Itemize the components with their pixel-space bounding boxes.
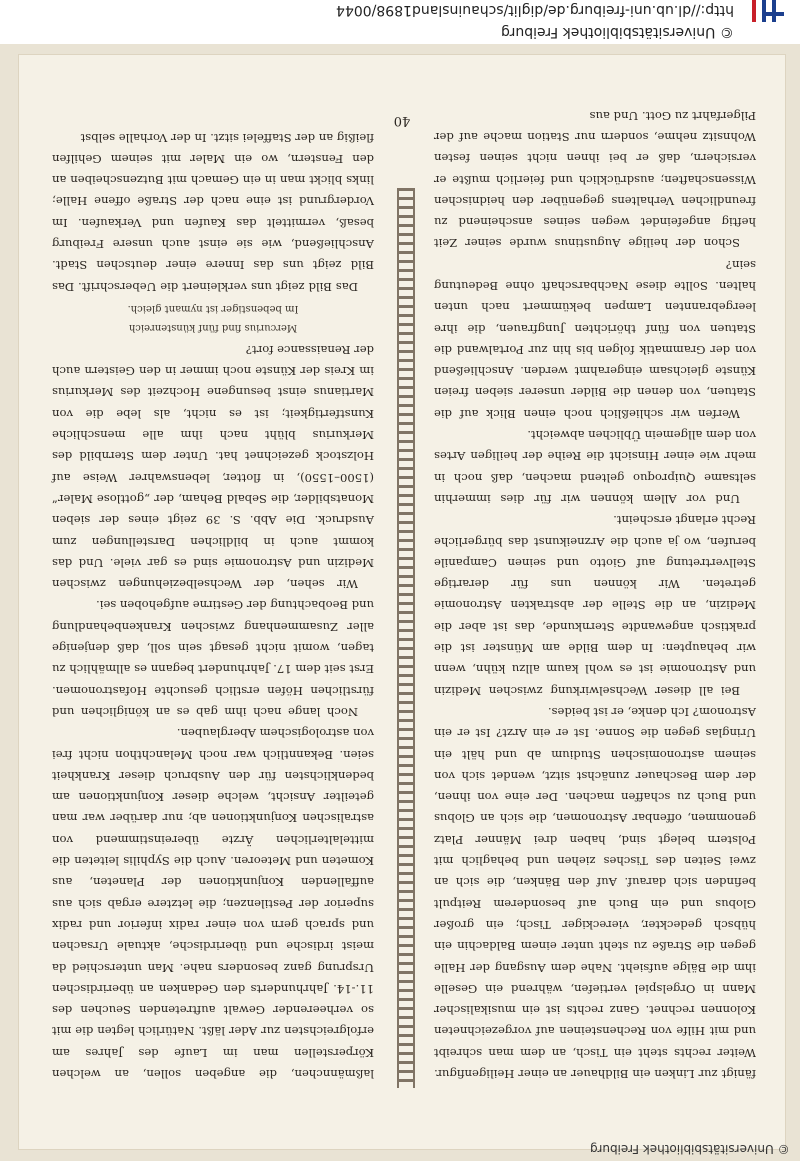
- paragraph: Bei all dieser Wechselwirkung zwischen Medizin und Astronomie ist es wohl kaum allzu kühn, wenn wir behaupten: In dem Bilde am Münster ist die praktisch angewandte Sternkunde, das ist aber die Medizin, an die Stelle der abstrakten Astronomie getreten. Wir können uns für derartige Stellvertretung auf Giotto und seinen Campanile berufen, wo ja auch die Arzneikunst das bürgerliche Recht erlangt erscheint.: [434, 513, 756, 698]
- motto-line: Mercurius find fünf künstenreich: [128, 321, 298, 333]
- copyright-notice: © Universitätsbibliothek Freiburg: [501, 24, 734, 40]
- paragraph: Wir sehen, der Wechselbeziehungen zwischen Medizin und Astronomie sind es gar viele. Und das kommt auch in bildlichen Darstellungen zum Ausdruck. Die Abb. S. 39 zeigt eines der sieben Monatsbilder, die Sebald Beham, der „gottlose Maler“ (1500–1550), in flotter, lebenswahrer Weise auf Holzstock gezeichnet hat. Unter dem Sternbild des Merkurius blüht nach ihm alle menschliche Kunstfertigkeit; ist es nicht, als lebe die von Martianus einst besungene Hochzeit des Merkurius im Kreis der Künste noch immer in den Geistern auch der Renaissance fort?: [52, 342, 374, 592]
- paragraph: laßmännchen, die angeben sollen, an welchen Körperstellen man im Laufe des Jahres am erfolgreichsten zur Ader läßt. Natürlich legten die mit so verheerender Gewalt auftretenden Seuchen des 11.-14. Jahrhunderts den Gedanken an überirdischen Ursprung ganz besonders nahe. Man unterschied da meist irdische und überirdische, aktuale Ursachen und sprach gern von einer radix inferior und radix superior der Pestilenzen; die letztere ergab sich aus auffallenden Konjunktionen der Planeten, aus Kometen und Meteoren. Auch die Syphilis leiteten die mittelalterlichen Ärzte übereinstimmend von astralischen Konjunktionen ab; nur darüber war man geteilter Ansicht, welche dieser Konjunktionen am bedenklichsten für den Ausbruch dieser Krankheit seien. Bekanntlich war noch Melanchthon nicht frei von astrologischem Aberglauben.: [52, 726, 374, 1081]
- text-column-right: [52, 126, 374, 1084]
- motto-line: Im bebenstiger ist nymant gleich.: [127, 302, 299, 314]
- paragraph: Das Bild zeigt uns verkleinert die Ueberschrift. Das Bild zeigt uns das Innere einer deutschen Stadt. Anschließend, wie sie einst auch unsere Freiburg besaß, vermittelt das Kaufen und Verkaufen. Im Vordergrund ist eine nach der Straße offene Halle; links blickt man in ein Gemach mit Butzenscheiben an den Fenstern, wo ein Maler mit seinem Gehilfen fleißig an der Staffelei sitzt. In der Vorhalle selbst: [52, 130, 374, 294]
- text-column-left: [434, 104, 756, 1084]
- footer-copyright: © Universitätsbibliothek Freiburg: [590, 1142, 790, 1156]
- viewer-header: [0, 0, 800, 44]
- viewer-footer: [0, 1140, 800, 1161]
- page-number: 40: [393, 113, 411, 128]
- document-url[interactable]: http://dl.ub.uni-freiburg.de/diglit/schauinsland1898/0044: [336, 2, 734, 18]
- paragraph: Und vor Allem können wir für dies immerhin seltsame Quiproquo geltend machen, daß noch in mehr wie einer Hinsicht die Reihe der heiligen Artes von dem allgemein Üblichen abweicht.: [434, 428, 756, 506]
- ornamental-column-divider: [397, 188, 415, 1088]
- scanned-page: [18, 54, 786, 1150]
- paragraph: Schon der heilige Augustinus wurde seiner Zeit heftig angefeindet wegen seines anscheinend zu freundlichen Verhaltens gegenüber den heidnischen Wissenschaften; ausdrücklich und feierlich mußte er versichern, daß er bei ihnen nicht seinen festen Wohnsitz nehme, sondern nur Station mache auf der Pilgerfahrt zu Gott. Und aus: [434, 108, 756, 251]
- scan-viewport: [0, 44, 800, 1161]
- library-logo-icon: [748, 0, 788, 24]
- paragraph: Werfen wir schließlich noch einen Blick auf die Statuen, von denen die Bilder unserer sieben freien Künste gleichsam eingerahmt werden. Anschließend von der Grammatik folgen bis hin zur Portalwand die Statuen von fünf thörichten Jungfrauen, die ihre leergebrannten Lampen bekümmert nach unten halten. Sollte diese Nachbarschaft ohne Bedeutung sein?: [434, 257, 756, 421]
- paragraph: Noch lange nach ihm gab es an königlichen und fürstlichen Höfen erstlich gesuchte Hofastronomen. Erst seit dem 17. Jahrhundert begann es allmählich zu tagen, womit nicht gesagt sein soll, daß denjenige aller Zusammenhang zwischen Krankenbehandlung und Beobachtung der Gestirne aufgehoben sei.: [52, 598, 374, 719]
- header-text-block: [0, 0, 740, 44]
- paragraph: fänigt zur Linken ein Bildhauer an einer Heiligenfigur. Weiter rechts steht ein Tisch, an dem man schreibt und mit Hilfe von Rechensteinen auf vorgezeichneten Kolonnen rechnet. Ganz rechts ist ein musikalischer Mann in Orgelspiel vertiefen, während ein Geselle ihm die Bälge aufsieht. Nahe dem Ausgang der Halle gegen die Straße zu steht unter einem Baldachin ein hübsch gedeckter, viereckiger Tisch; ein großer Globus und ein Buch auf besonderem Reitpult befinden sich darauf. Auf den Bänken, die sich an zwei Seiten des Tisches ziehen und behaglich mit Polstern belegt sind, haben drei Männer Platz genommen, offenbar Astronomen, die sich an Globus und Buch zu schaffen machen. Der eine von ihnen, der dem Beschauer zunächst sitzt, wendet sich von seinem astronomischen Studium ab und hält ein Uringlas gegen die Sonne. Ist er ein Arzt? Ist er ein Astronom? Ich denke, er ist beides.: [434, 704, 756, 1081]
- page-content-rotated: [18, 54, 786, 1150]
